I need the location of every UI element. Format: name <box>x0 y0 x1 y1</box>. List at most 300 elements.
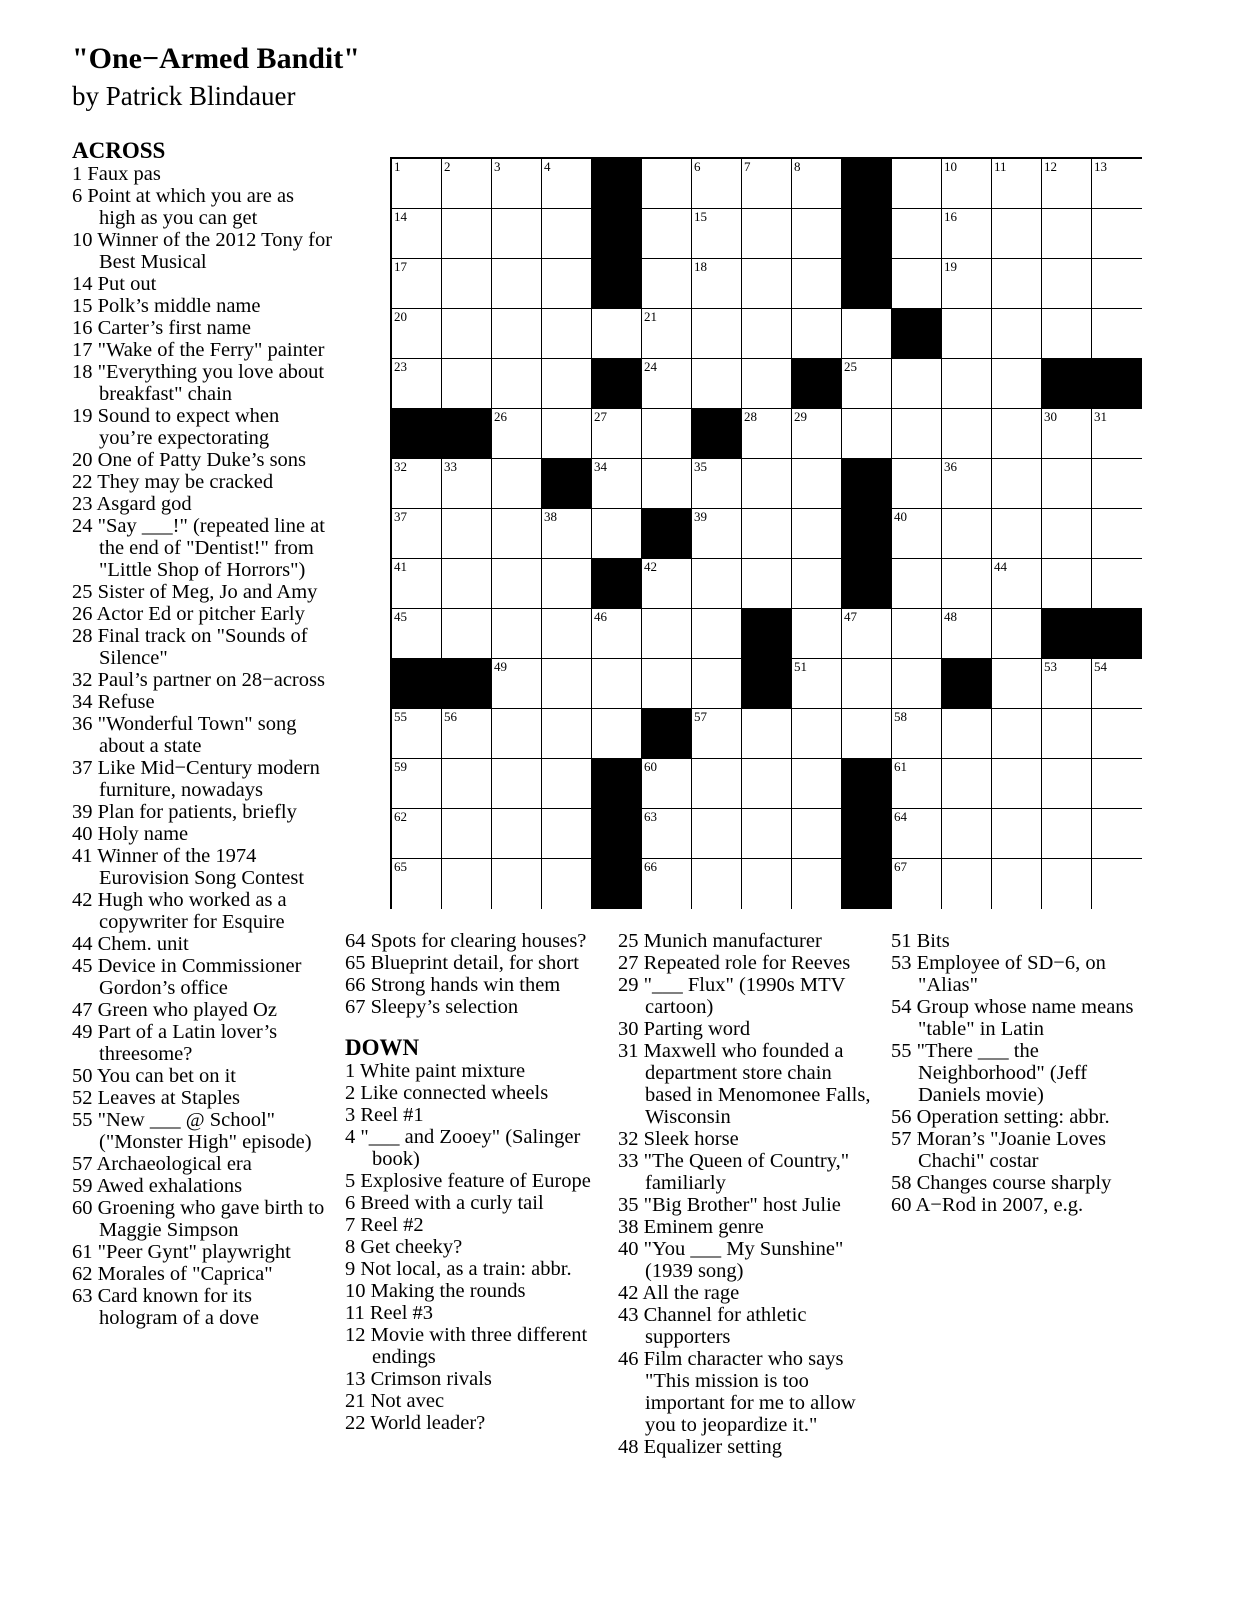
grid-cell[interactable] <box>642 759 692 809</box>
grid-cell[interactable] <box>692 159 742 209</box>
grid-cell[interactable] <box>492 359 542 409</box>
down-clue: 30 Parting word <box>618 1018 751 1040</box>
across-clue: 22 They may be cracked <box>72 471 274 493</box>
grid-cell[interactable] <box>892 259 942 309</box>
grid-cell[interactable] <box>492 659 542 709</box>
grid-cell[interactable] <box>742 259 792 309</box>
grid-cell[interactable] <box>742 459 792 509</box>
cell-number: 27 <box>594 409 607 424</box>
grid-cell[interactable] <box>792 159 842 209</box>
grid-cell[interactable] <box>392 759 442 809</box>
grid-cell[interactable] <box>842 659 892 709</box>
black-square <box>592 859 642 909</box>
grid-cell[interactable] <box>442 759 492 809</box>
grid-cell[interactable] <box>642 659 692 709</box>
grid-cell[interactable] <box>792 209 842 259</box>
black-square <box>842 159 892 209</box>
grid-cell[interactable] <box>792 309 842 359</box>
crossword-grid <box>390 157 1142 909</box>
black-square <box>592 259 642 309</box>
grid-cell[interactable] <box>392 809 442 859</box>
grid-cell[interactable] <box>492 409 542 459</box>
black-square <box>842 259 892 309</box>
grid-cell[interactable] <box>442 259 492 309</box>
cell-number: 7 <box>744 159 751 174</box>
grid-cell[interactable] <box>542 509 592 559</box>
down-clue: 54 Group whose name means "table" in Latin <box>891 996 1134 1040</box>
down-clue: 56 Operation setting: abbr. <box>891 1106 1110 1128</box>
cell-number: 4 <box>544 159 551 174</box>
grid-cell[interactable] <box>792 259 842 309</box>
across-clue: 6 Point at which you are as high as you can get <box>72 185 295 229</box>
grid-cell[interactable] <box>892 659 942 709</box>
grid-cell[interactable] <box>892 559 942 609</box>
grid-cell[interactable] <box>492 559 542 609</box>
black-square <box>592 559 642 609</box>
grid-cell[interactable] <box>942 859 992 909</box>
grid-cell[interactable] <box>892 209 942 259</box>
across-clue: 63 Card known for its hologram of a dove <box>72 1285 259 1329</box>
cell-number: 20 <box>394 309 407 324</box>
across-clue: 42 Hugh who worked as a copywriter for Esquire <box>72 889 287 933</box>
grid-cell[interactable] <box>1042 159 1092 209</box>
grid-cell[interactable] <box>692 809 742 859</box>
down-clue: 55 "There ___ the Neighborhood" (Jeff Daniels movie) <box>891 1040 1088 1106</box>
black-square <box>642 509 692 559</box>
grid-cell[interactable] <box>392 209 442 259</box>
grid-cell[interactable] <box>642 859 692 909</box>
grid-cell[interactable] <box>492 209 542 259</box>
grid-cell[interactable] <box>842 309 892 359</box>
down-clue: 22 World leader? <box>345 1412 486 1434</box>
across-clue: 24 "Say ___!" (repeated line at the end of "Dentist!" from "Little Shop of Horrors") <box>72 515 325 581</box>
grid-cell[interactable] <box>392 359 442 409</box>
grid-cell[interactable] <box>1092 759 1142 809</box>
grid-cell[interactable] <box>692 259 742 309</box>
black-square <box>592 209 642 259</box>
grid-cell[interactable] <box>592 459 642 509</box>
grid-cell[interactable] <box>942 609 992 659</box>
grid-cell[interactable] <box>642 309 692 359</box>
cell-number: 58 <box>894 709 907 724</box>
grid-cell[interactable] <box>892 759 942 809</box>
cell-number: 8 <box>794 159 801 174</box>
cell-number: 1 <box>394 159 401 174</box>
grid-cell[interactable] <box>392 859 442 909</box>
cell-number: 57 <box>694 709 707 724</box>
grid-cell[interactable] <box>692 459 742 509</box>
cell-number: 65 <box>394 859 407 874</box>
cell-number: 47 <box>844 609 857 624</box>
grid-cell[interactable] <box>642 609 692 659</box>
down-clue: 31 Maxwell who founded a department store chain based in Menomonee Falls, Wisconsin <box>618 1040 871 1128</box>
grid-cell[interactable] <box>492 259 542 309</box>
grid-cell[interactable] <box>992 559 1042 609</box>
grid-cell[interactable] <box>442 159 492 209</box>
grid-cell[interactable] <box>542 159 592 209</box>
grid-cell[interactable] <box>892 509 942 559</box>
grid-cell[interactable] <box>592 309 642 359</box>
down-clue: 35 "Big Brother" host Julie <box>618 1194 841 1216</box>
grid-cell[interactable] <box>592 609 642 659</box>
grid-cell[interactable] <box>1092 309 1142 359</box>
grid-cell[interactable] <box>1042 859 1092 909</box>
down-clue: 10 Making the rounds <box>345 1280 526 1302</box>
cell-number: 62 <box>394 809 407 824</box>
black-square <box>842 209 892 259</box>
grid-cell[interactable] <box>742 309 792 359</box>
grid-cell[interactable] <box>742 509 792 559</box>
across-clue: 10 Winner of the 2012 Tony for Best Musical <box>72 229 333 273</box>
cell-number: 14 <box>394 209 407 224</box>
grid-cell[interactable] <box>492 509 542 559</box>
cell-number: 67 <box>894 859 907 874</box>
grid-cell[interactable] <box>942 209 992 259</box>
grid-cell[interactable] <box>942 509 992 559</box>
grid-cell[interactable] <box>392 159 442 209</box>
cell-number: 3 <box>494 159 501 174</box>
down-clue: 25 Munich manufacturer <box>618 930 822 952</box>
grid-cell[interactable] <box>792 659 842 709</box>
grid-cell[interactable] <box>1092 859 1142 909</box>
grid-cell[interactable] <box>742 709 792 759</box>
black-square <box>1092 359 1142 409</box>
grid-cell[interactable] <box>792 859 842 909</box>
black-square <box>742 659 792 709</box>
grid-cell[interactable] <box>492 809 542 859</box>
black-square <box>392 409 442 459</box>
grid-cell[interactable] <box>642 559 692 609</box>
grid-cell[interactable] <box>692 759 742 809</box>
grid-cell[interactable] <box>542 409 592 459</box>
grid-cell[interactable] <box>1092 559 1142 609</box>
grid-cell[interactable] <box>1042 659 1092 709</box>
down-clue: 38 Eminem genre <box>618 1216 764 1238</box>
cell-number: 15 <box>694 209 707 224</box>
cell-number: 61 <box>894 759 907 774</box>
black-square <box>842 459 892 509</box>
grid-cell[interactable] <box>992 459 1042 509</box>
black-square <box>1042 609 1092 659</box>
black-square <box>642 709 692 759</box>
grid-cell[interactable] <box>642 459 692 509</box>
grid-cell[interactable] <box>542 859 592 909</box>
grid-cell[interactable] <box>1092 509 1142 559</box>
grid-cell[interactable] <box>542 259 592 309</box>
grid-cell[interactable] <box>1042 459 1092 509</box>
across-clues-column-1 <box>72 139 334 1329</box>
grid-cell[interactable] <box>592 509 642 559</box>
grid-cell[interactable] <box>692 209 742 259</box>
grid-cell[interactable] <box>492 709 542 759</box>
across-clue: 61 "Peer Gynt" playwright <box>72 1241 291 1263</box>
down-clue: 21 Not avec <box>345 1390 445 1412</box>
grid-cell[interactable] <box>642 359 692 409</box>
grid-cell[interactable] <box>942 459 992 509</box>
grid-cell[interactable] <box>692 859 742 909</box>
grid-cell[interactable] <box>892 159 942 209</box>
grid-cell[interactable] <box>442 359 492 409</box>
black-square <box>592 359 642 409</box>
grid-cell[interactable] <box>842 709 892 759</box>
grid-cell[interactable] <box>542 659 592 709</box>
down-clues-column-3 <box>618 930 880 1458</box>
grid-cell[interactable] <box>442 509 492 559</box>
down-clue: 5 Explosive feature of Europe <box>345 1170 591 1192</box>
grid-cell[interactable] <box>1092 409 1142 459</box>
grid-cell[interactable] <box>392 509 442 559</box>
grid-cell[interactable] <box>992 509 1042 559</box>
across-clue: 52 Leaves at Staples <box>72 1087 240 1109</box>
cell-number: 51 <box>794 659 807 674</box>
grid-cell[interactable] <box>542 559 592 609</box>
grid-cell[interactable] <box>492 459 542 509</box>
grid-cell[interactable] <box>642 259 692 309</box>
grid-cell[interactable] <box>692 659 742 709</box>
grid-cell[interactable] <box>642 409 692 459</box>
cell-number: 25 <box>844 359 857 374</box>
grid-cell[interactable] <box>992 609 1042 659</box>
cell-number: 2 <box>444 159 451 174</box>
grid-cell[interactable] <box>942 559 992 609</box>
across-clue: 40 Holy name <box>72 823 189 845</box>
grid-cell[interactable] <box>692 309 742 359</box>
grid-cell[interactable] <box>992 309 1042 359</box>
across-clue: 23 Asgard god <box>72 493 192 515</box>
grid-cell[interactable] <box>792 709 842 759</box>
grid-cell[interactable] <box>442 709 492 759</box>
down-clue: 2 Like connected wheels <box>345 1082 549 1104</box>
grid-cell[interactable] <box>642 159 692 209</box>
grid-cell[interactable] <box>542 759 592 809</box>
grid-cell[interactable] <box>742 409 792 459</box>
cell-number: 59 <box>394 759 407 774</box>
grid-cell[interactable] <box>692 709 742 759</box>
down-clues-column-4 <box>891 930 1153 1216</box>
down-clue: 1 White paint mixture <box>345 1060 526 1082</box>
grid-cell[interactable] <box>392 559 442 609</box>
grid-cell[interactable] <box>1092 159 1142 209</box>
grid-cell[interactable] <box>992 259 1042 309</box>
grid-cell[interactable] <box>892 459 942 509</box>
grid-cell[interactable] <box>542 609 592 659</box>
grid-cell[interactable] <box>1092 709 1142 759</box>
grid-cell[interactable] <box>392 709 442 759</box>
grid-cell[interactable] <box>942 709 992 759</box>
down-clue: 6 Breed with a curly tail <box>345 1192 544 1214</box>
grid-cell[interactable] <box>892 609 942 659</box>
grid-cell[interactable] <box>742 809 792 859</box>
grid-cell[interactable] <box>792 509 842 559</box>
across-clue: 1 Faux pas <box>72 163 161 185</box>
grid-cell[interactable] <box>492 159 542 209</box>
grid-cell[interactable] <box>1042 709 1092 759</box>
grid-cell[interactable] <box>942 159 992 209</box>
down-clue: 40 "You ___ My Sunshine" (1939 song) <box>618 1238 844 1282</box>
grid-cell[interactable] <box>392 309 442 359</box>
black-square <box>592 809 642 859</box>
grid-cell[interactable] <box>792 809 842 859</box>
grid-cell[interactable] <box>1092 259 1142 309</box>
grid-cell[interactable] <box>1092 809 1142 859</box>
across-clue: 66 Strong hands win them <box>345 974 561 996</box>
grid-cell[interactable] <box>642 809 692 859</box>
black-square <box>842 859 892 909</box>
grid-cell[interactable] <box>892 809 942 859</box>
grid-cell[interactable] <box>492 859 542 909</box>
grid-cell[interactable] <box>942 359 992 409</box>
grid-cell[interactable] <box>542 209 592 259</box>
across-clue: 19 Sound to expect when you’re expectorating <box>72 405 280 449</box>
cell-number: 56 <box>444 709 457 724</box>
grid-cell[interactable] <box>442 809 492 859</box>
grid-cell[interactable] <box>392 259 442 309</box>
grid-cell[interactable] <box>1042 809 1092 859</box>
down-clue: 7 Reel #2 <box>345 1214 424 1236</box>
down-clue: 3 Reel #1 <box>345 1104 424 1126</box>
grid-cell[interactable] <box>742 159 792 209</box>
grid-cell[interactable] <box>942 309 992 359</box>
grid-cell[interactable] <box>692 509 742 559</box>
cell-number: 63 <box>644 809 657 824</box>
across-clue: 16 Carter’s first name <box>72 317 251 339</box>
cell-number: 12 <box>1044 159 1057 174</box>
grid-cell[interactable] <box>792 759 842 809</box>
grid-cell[interactable] <box>542 709 592 759</box>
grid-cell[interactable] <box>1042 209 1092 259</box>
black-square <box>592 759 642 809</box>
grid-cell[interactable] <box>1092 209 1142 259</box>
grid-cell[interactable] <box>892 409 942 459</box>
grid-cell[interactable] <box>992 659 1042 709</box>
across-clue: 57 Archaeological era <box>72 1153 252 1175</box>
grid-cell[interactable] <box>1042 309 1092 359</box>
grid-cell[interactable] <box>742 209 792 259</box>
grid-cell[interactable] <box>892 859 942 909</box>
cell-number: 35 <box>694 459 707 474</box>
cell-number: 6 <box>694 159 701 174</box>
across-clue: 36 "Wonderful Town" song about a state <box>72 713 297 757</box>
grid-cell[interactable] <box>992 359 1042 409</box>
grid-cell[interactable] <box>1042 259 1092 309</box>
grid-cell[interactable] <box>842 409 892 459</box>
grid-cell[interactable] <box>1092 659 1142 709</box>
grid-cell[interactable] <box>942 259 992 309</box>
grid-cell[interactable] <box>992 809 1042 859</box>
grid-cell[interactable] <box>442 209 492 259</box>
grid-cell[interactable] <box>842 609 892 659</box>
cell-number: 32 <box>394 459 407 474</box>
across-clue: 67 Sleepy’s selection <box>345 996 519 1018</box>
grid-cell[interactable] <box>442 309 492 359</box>
grid-cell[interactable] <box>942 759 992 809</box>
grid-cell[interactable] <box>542 359 592 409</box>
grid-cell[interactable] <box>892 709 942 759</box>
grid-cell[interactable] <box>1042 759 1092 809</box>
grid-cell[interactable] <box>692 609 742 659</box>
grid-cell[interactable] <box>442 459 492 509</box>
black-square <box>442 659 492 709</box>
down-clue: 27 Repeated role for Reeves <box>618 952 851 974</box>
grid-cell[interactable] <box>742 859 792 909</box>
across-clue: 41 Winner of the 1974 Eurovision Song Contest <box>72 845 305 889</box>
cell-number: 38 <box>544 509 557 524</box>
grid-cell[interactable] <box>492 609 542 659</box>
grid-cell[interactable] <box>442 859 492 909</box>
grid-cell[interactable] <box>942 409 992 459</box>
grid-cell[interactable] <box>742 559 792 609</box>
grid-cell[interactable] <box>592 709 642 759</box>
black-square <box>442 409 492 459</box>
cell-number: 42 <box>644 559 657 574</box>
down-clue: 32 Sleek horse <box>618 1128 739 1150</box>
grid-cell[interactable] <box>792 559 842 609</box>
grid-cell[interactable] <box>792 459 842 509</box>
cell-number: 19 <box>944 259 957 274</box>
grid-cell[interactable] <box>1042 509 1092 559</box>
black-square <box>892 309 942 359</box>
grid-cell[interactable] <box>542 809 592 859</box>
grid-cell[interactable] <box>592 659 642 709</box>
black-square <box>842 509 892 559</box>
grid-cell[interactable] <box>992 209 1042 259</box>
down-clue: 33 "The Queen of Country," familiarly <box>618 1150 850 1194</box>
grid-cell[interactable] <box>492 309 542 359</box>
cell-number: 23 <box>394 359 407 374</box>
across-clue: 37 Like Mid−Century modern furniture, nowadays <box>72 757 320 801</box>
grid-cell[interactable] <box>792 409 842 459</box>
grid-cell[interactable] <box>992 709 1042 759</box>
cell-number: 21 <box>644 309 657 324</box>
down-clue: 11 Reel #3 <box>345 1302 434 1324</box>
black-square <box>842 759 892 809</box>
grid-cell[interactable] <box>492 759 542 809</box>
grid-cell[interactable] <box>742 759 792 809</box>
cell-number: 64 <box>894 809 907 824</box>
across-clue: 44 Chem. unit <box>72 933 189 955</box>
down-heading: DOWN <box>345 1035 420 1060</box>
across-clue: 47 Green who played Oz <box>72 999 277 1021</box>
grid-cell[interactable] <box>1092 459 1142 509</box>
cell-number: 29 <box>794 409 807 424</box>
grid-cell[interactable] <box>892 359 942 409</box>
cell-number: 39 <box>694 509 707 524</box>
grid-cell[interactable] <box>442 559 492 609</box>
grid-cell[interactable] <box>992 759 1042 809</box>
grid-cell[interactable] <box>392 609 442 659</box>
cell-number: 60 <box>644 759 657 774</box>
grid-cell[interactable] <box>842 359 892 409</box>
grid-cell[interactable] <box>592 409 642 459</box>
grid-cell[interactable] <box>742 359 792 409</box>
grid-cell[interactable] <box>442 609 492 659</box>
grid-cell[interactable] <box>1042 409 1092 459</box>
grid-cell[interactable] <box>992 159 1042 209</box>
grid-cell[interactable] <box>942 809 992 859</box>
grid-cell[interactable] <box>692 359 742 409</box>
cell-number: 40 <box>894 509 907 524</box>
grid-cell[interactable] <box>642 209 692 259</box>
grid-cell[interactable] <box>692 559 742 609</box>
grid-cell[interactable] <box>542 309 592 359</box>
black-square <box>842 559 892 609</box>
grid-cell[interactable] <box>792 609 842 659</box>
cell-number: 16 <box>944 209 957 224</box>
grid-cell[interactable] <box>992 859 1042 909</box>
grid-cell[interactable] <box>992 409 1042 459</box>
grid-cell[interactable] <box>1042 559 1092 609</box>
grid-cell[interactable] <box>392 459 442 509</box>
